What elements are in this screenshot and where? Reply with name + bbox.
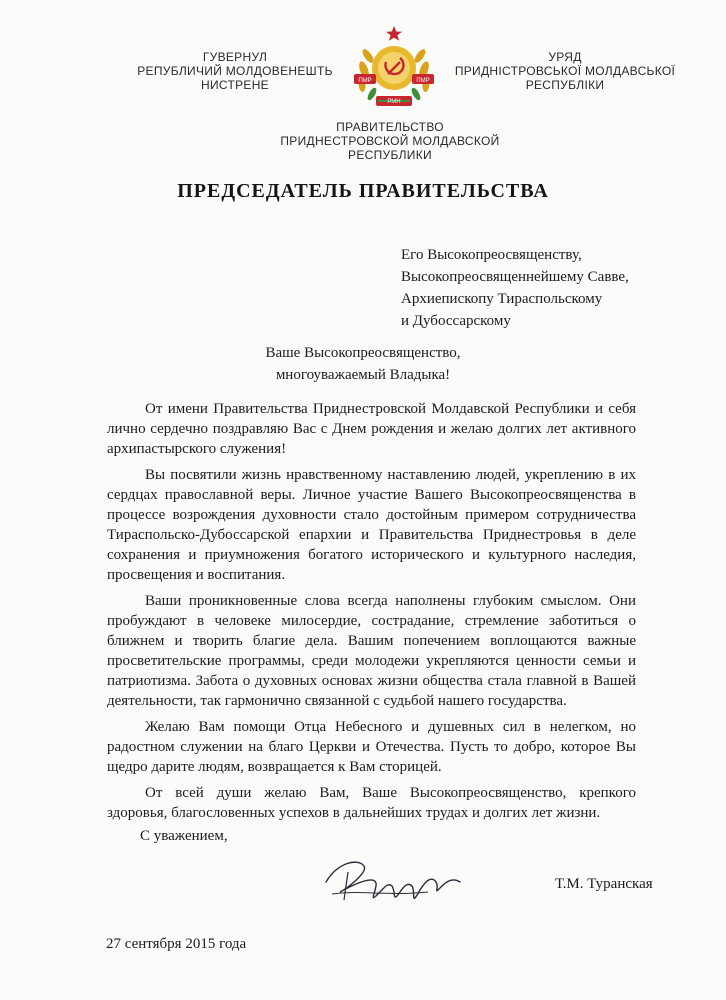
addressee-line: Высокопреосвященнейшему Савве, xyxy=(401,269,629,285)
closing-phrase: С уважением, xyxy=(140,828,228,844)
body-paragraph: Желаю Вам помощи Отца Небесного и душевных сил в нелегком, но радостном служении на благо Церкви и Отечества. Пусть то добро, которое Вы щедро дарите людям, возвращается к Вам сторицей. xyxy=(107,719,636,775)
salutation xyxy=(0,342,726,386)
letter-date: 27 сентября 2015 года xyxy=(106,936,247,952)
salutation-line: многоуважаемый Владыка! xyxy=(275,367,451,383)
letterhead-left-line: НИСТРЕНЕ xyxy=(201,78,269,92)
body-paragraph: Вы посвятили жизнь нравственному наставлению людей, укреплению в их сердцах православной веры. Личное участие Вашего Высокопреосвященства в процессе возрождения духовности стало достойным примером сотрудничества Тираспольско-Дубоссарской епархии и Правительства Приднестровья в деле сохранения и приумножения богатого исторического и культурного наследия, просвещения и воспитания. xyxy=(107,467,636,583)
letterhead-center-line: ПРАВИТЕЛЬСТВО xyxy=(336,120,444,134)
letterhead-center-block xyxy=(255,120,525,162)
addressee-line: и Дубоссарскому xyxy=(401,313,511,329)
letterhead-right-line: РЕСПУБЛІКИ xyxy=(525,78,605,92)
addressee-block xyxy=(401,244,629,332)
emblem-ribbon-right-text: ПМР xyxy=(416,78,430,84)
signature-icon xyxy=(318,852,468,912)
letterhead-right-line: УРЯД xyxy=(548,50,582,64)
letterhead-center-line: РЕСПУБЛИКИ xyxy=(348,148,432,162)
signer-name: Т.М. Туранская xyxy=(555,876,653,892)
letterhead-left-block xyxy=(120,50,350,92)
addressee-line: Архиепископу Тираспольскому xyxy=(401,291,603,307)
body-paragraph: Ваши проникновенные слова всегда наполнены глубоким смыслом. Они пробуждают в человеке милосердие, сострадание, стремление заботиться о ближнем и творить благие дела. Вашим попечением воплощаются важные просветительские программы, среди молодежи укрепляются ценности семьи и патриотизма. Забота о духовных основах жизни общества стала главной в Вашей деятельности, так гармонично связанной с судьбой нашего государства. xyxy=(107,593,636,709)
salutation-line: Ваше Высокопреосвященство, xyxy=(265,345,461,361)
addressee-line: Его Высокопреосвященству, xyxy=(401,247,582,263)
body-paragraph: От имени Правительства Приднестровской Молдавской Республики и себя лично сердечно поздравляю Вас с Днем рождения и желаю долгих лет активного архипастырского служения! xyxy=(107,401,636,457)
body-paragraph: От всей души желаю Вам, Ваше Высокопреосвященство, крепкого здоровья, благословенных успехов в дальнейших трудах и долгих лет жизни. xyxy=(107,785,636,821)
letterhead-right-line: ПРИДНІСТРОВСЬКОЇ МОЛДАВСЬКОЇ xyxy=(454,64,676,78)
letterhead-center-line: ПРИДНЕСТРОВСКОЙ МОЛДАВСКОЙ xyxy=(280,134,500,148)
document-title: ПРЕДСЕДАТЕЛЬ ПРАВИТЕЛЬСТВА xyxy=(177,180,549,202)
letter-body xyxy=(107,399,636,829)
emblem-ribbon-left-text: ПМР xyxy=(358,78,372,84)
emblem-ribbon-center-text: РМН xyxy=(387,99,401,105)
letterhead-right-block xyxy=(440,50,690,92)
coat-of-arms-icon xyxy=(350,24,438,110)
letterhead-left-line: ГУВЕРНУЛ xyxy=(202,50,268,64)
letterhead-left-line: РЕПУБЛИЧИЙ МОЛДОВЕНЕШТЬ xyxy=(137,64,333,78)
